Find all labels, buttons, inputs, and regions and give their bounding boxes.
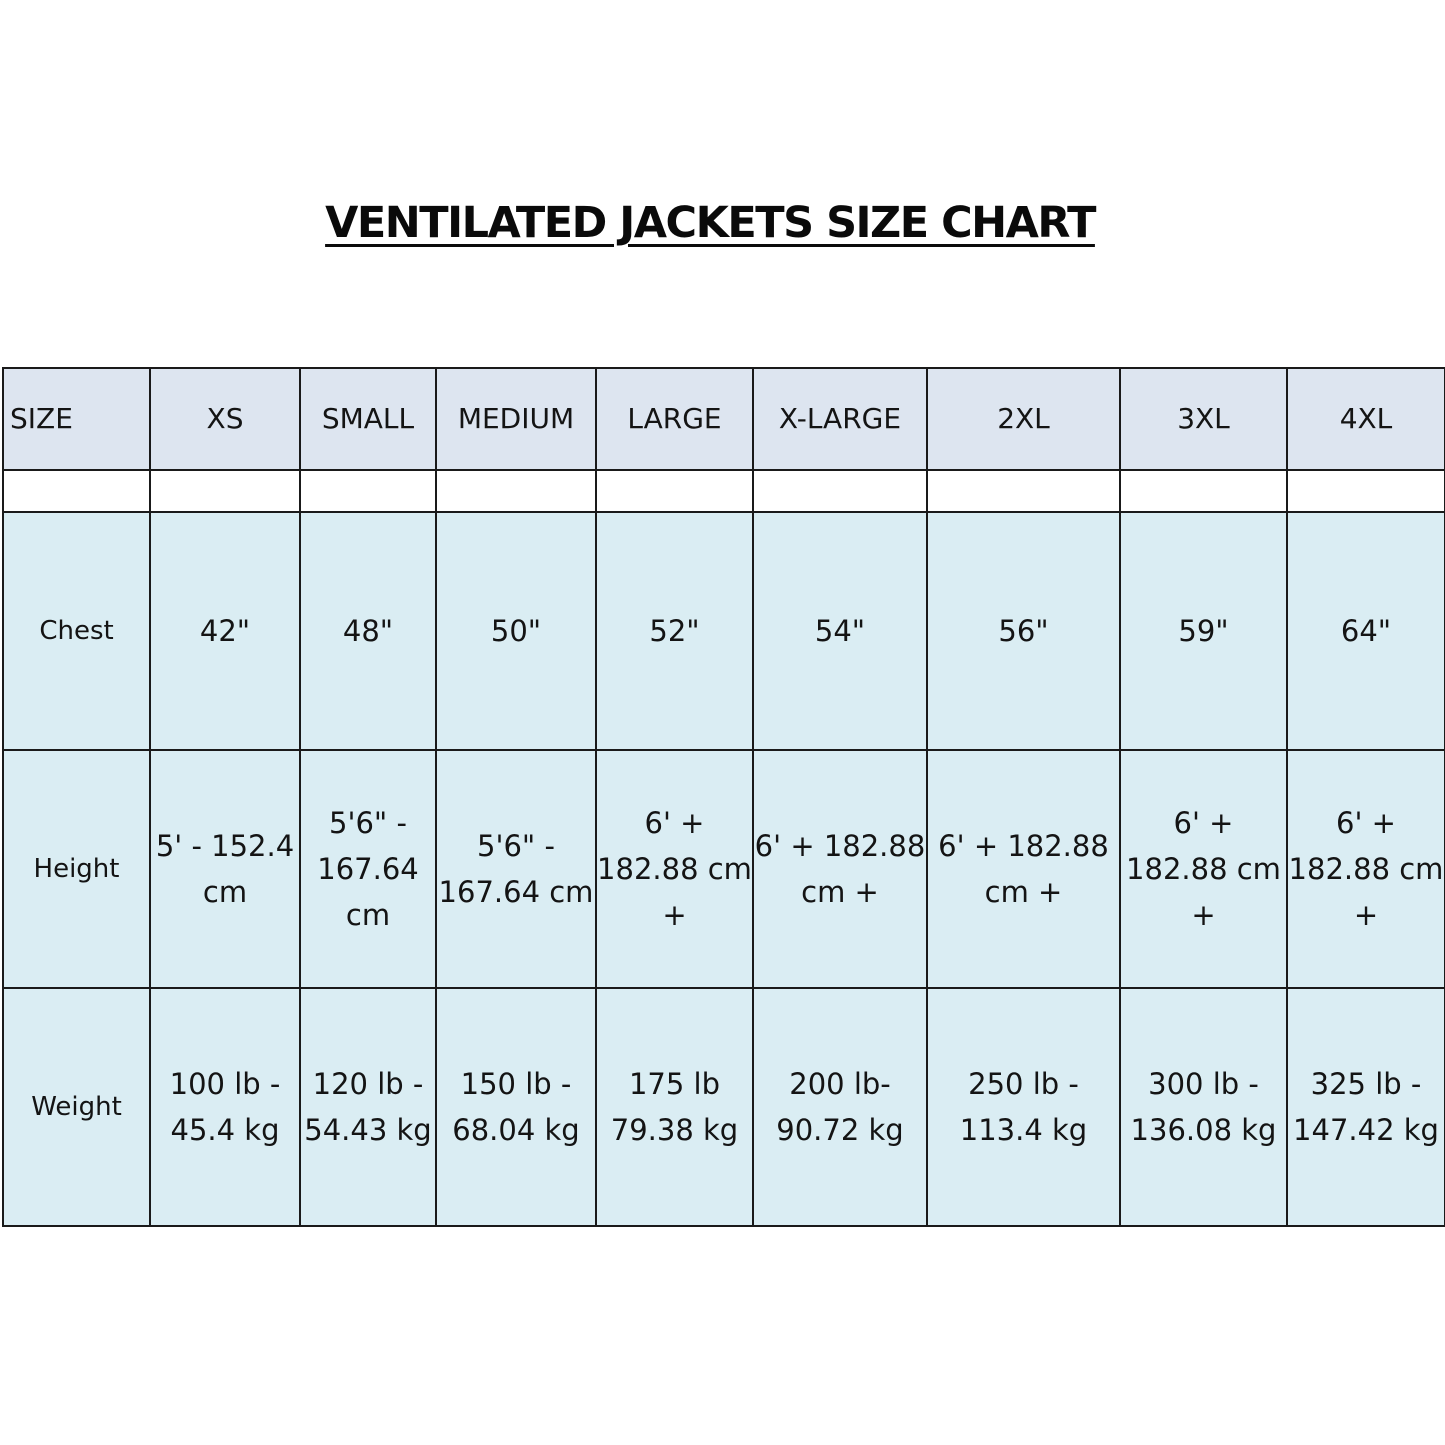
spacer-cell [1287,470,1445,512]
height-row [3,750,1445,988]
table-cell: 48" [300,512,436,750]
chest-row [3,512,1445,750]
table-cell: 300 lb - 136.08 kg [1120,988,1287,1226]
table-cell: 56" [927,512,1120,750]
spacer-cell [596,470,753,512]
table-cell: 50" [436,512,596,750]
table-cell: 100 lb - 45.4 kg [150,988,300,1226]
chart-title: VENTILATED JACKETS SIZE CHART [325,198,1095,248]
table-cell: 5' - 152.4 cm [150,750,300,988]
header-cell-small: SMALL [300,368,436,470]
table-cell: 120 lb - 54.43 kg [300,988,436,1226]
table-cell: 6' + 182.88 cm + [927,750,1120,988]
table-cell: 5'6" - 167.64 cm [300,750,436,988]
weight-row [3,988,1445,1226]
table-cell: 42" [150,512,300,750]
header-cell-medium: MEDIUM [436,368,596,470]
spacer-cell [927,470,1120,512]
spacer-cell [436,470,596,512]
table-cell: 54" [753,512,927,750]
table-cell: 150 lb - 68.04 kg [436,988,596,1226]
row-label-chest: Chest [3,512,150,750]
table-cell: 64" [1287,512,1445,750]
table-cell: 5'6" - 167.64 cm [436,750,596,988]
table-cell: 250 lb - 113.4 kg [927,988,1120,1226]
table-cell: 52" [596,512,753,750]
header-cell-xs: XS [150,368,300,470]
table-cell: 6' + 182.88 cm + [596,750,753,988]
spacer-row [3,470,1445,512]
table-cell: 325 lb - 147.42 kg [1287,988,1445,1226]
spacer-cell [3,470,150,512]
spacer-cell [150,470,300,512]
header-cell-x-large: X-LARGE [753,368,927,470]
spacer-cell [300,470,436,512]
header-cell-large: LARGE [596,368,753,470]
header-cell-3xl: 3XL [1120,368,1287,470]
header-cell-size: SIZE [3,368,150,470]
table-cell: 175 lb 79.38 kg [596,988,753,1226]
table-cell: 6' + 182.88 cm + [1287,750,1445,988]
header-row [3,368,1445,470]
spacer-cell [753,470,927,512]
table-cell: 6' + 182.88 cm + [1120,750,1287,988]
header-cell-2xl: 2XL [927,368,1120,470]
spacer-cell [1120,470,1287,512]
size-chart-table [2,367,1445,1227]
row-label-height: Height [3,750,150,988]
table-cell: 59" [1120,512,1287,750]
table-cell: 6' + 182.88 cm + [753,750,927,988]
row-label-weight: Weight [3,988,150,1226]
table-cell: 200 lb- 90.72 kg [753,988,927,1226]
header-cell-4xl: 4XL [1287,368,1445,470]
